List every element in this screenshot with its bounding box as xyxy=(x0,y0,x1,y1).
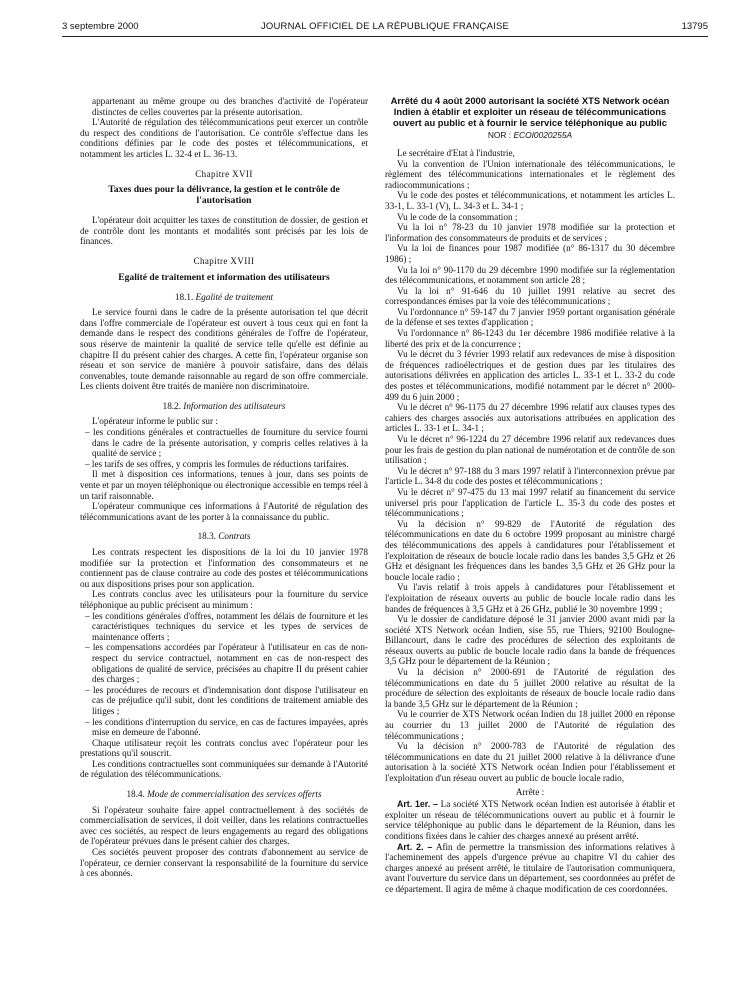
nor-label: NOR : xyxy=(487,130,512,141)
article-2 xyxy=(385,842,675,895)
paragraph: L'opérateur communique ces informations à l'Autorité de régulation des télécommunications avant de les porter à la connaissance du public. xyxy=(80,501,368,522)
paragraph: L'opérateur doit acquitter les taxes de constitution de dossier, de gestion et de contrôle dont les montants et modalités sont précisés par les lois de finances. xyxy=(80,215,368,247)
header-rule xyxy=(62,36,708,37)
paragraph: appartenant au même groupe ou des branches d'activité de l'opérateur distinctes de celles couvertes par la présente autorisation. xyxy=(92,96,368,117)
paragraph: Chaque utilisateur reçoit les contrats conclus avec l'opérateur pour les prestations qu'il souscrit. xyxy=(80,737,368,759)
visa: Vu le décret du 3 février 1993 relatif aux redevances de mise à disposition de fréquences radioélectriques et de gestion dues par les titulaires des autorisations délivrées en application des articles L. 33-1 et L. 33-2 du code des postes et télécommunications, modifié notamment par le décret n° 2000-499 du 6 juin 2000 ; xyxy=(385,349,675,402)
section-heading xyxy=(80,789,368,800)
nor-reference xyxy=(385,130,675,141)
visa: Vu l'ordonnance n° 59-147 du 7 janvier 1959 portant organisation générale de la défense et ses textes d'application ; xyxy=(385,306,675,328)
paragraph: Si l'opérateur souhaite faire appel contractuellement à des sociétés de commercialisation de services, il doit veiller, dans les relations contractuelles avec ces sociétés, au respect de leurs engagements au regard des obligations de l'opérateur prévues dans le présent cahier des charges. xyxy=(80,804,368,847)
section-number: 18.3. xyxy=(197,531,216,542)
nor-code: ECOI0020255A xyxy=(513,130,573,141)
chapter-title: Egalité de traitement et information des utilisateurs xyxy=(118,271,330,283)
visa: Vu la loi n° 90-1170 du 29 décembre 1990 modifiée sur la réglementation des télécommunications, et notamment son article 28 ; xyxy=(385,264,675,286)
chapter-title: Taxes dues pour la délivrance, la gestion et le contrôle de l'autorisation xyxy=(108,184,340,207)
paragraph: Les contrats conclus avec les utilisateurs pour la fourniture du service téléphonique au public précisent au minimum : xyxy=(80,589,368,610)
visa: Vu la loi n° 91-646 du 10 juillet 1991 relative au secret des correspondances émises par la voie des télécommunications ; xyxy=(385,285,675,307)
list-item: – les procédures de recours et d'indemnisation dont dispose l'utilisateur en cas de préjudice qu'il subit, dont les conditions de traitement amiable des litiges ; xyxy=(85,684,368,716)
section-number: 18.2. xyxy=(162,400,181,411)
visa: Vu la loi n° 78-23 du 10 janvier 1978 modifiée sur la protection et l'information des consommateurs de produits et de services ; xyxy=(385,222,675,243)
chapter-heading: Chapitre XVIII xyxy=(193,255,255,266)
visa: Vu la loi de finances pour 1987 modifiée (n° 86-1317 du 30 décembre 1986) ; xyxy=(385,243,675,264)
arrete-heading: Arrête : xyxy=(515,786,545,797)
list-item: – les compensations accordées par l'opérateur à l'utilisateur en cas de non-respect du service contractuel, notamment en cas de non-respect des obligations de qualité de service, précisées au chapitre II du présent cahier des charges ; xyxy=(85,642,368,685)
visa: Vu le dossier de candidature déposé le 31 janvier 2000 avant midi par la société XTS Network océan Indien, sise 55, rue Thiers, 92100 Boulogne-Billancourt, dans le cadre des procédures de sélection des exploitants de réseaux ouverts au public de boucle locale radio dans la bande de fréquences 3,5 GHz pour le département de la Réunion ; xyxy=(385,614,675,667)
section-heading xyxy=(80,531,368,542)
paragraph: Les conditions contractuelles sont communiquées sur demande à l'Autorité de régulation des télécommunications. xyxy=(80,758,368,780)
visa: Vu le courrier de XTS Network océan Indien du 18 juillet 2000 en réponse au courrier du 13 juillet 2000 de l'Autorité de régulation des télécommunications ; xyxy=(385,709,675,741)
chapter-heading: Chapitre XVII xyxy=(195,168,253,179)
list-item: – les tarifs de ses offres, y compris les formules de réductions tarifaires. xyxy=(85,458,349,469)
visa: Vu la décision n° 99-829 de l'Autorité de régulation des télécommunications en date du 6 octobre 1999 proposant au ministre chargé des télécommunications des appels à candidatures pour l'établissement et l'exploitation de réseaux de boucle locale radio dans les bandes 3,5 GHz et 26 GHz et désignant les fréquences dans les bandes 3,5 GHz et 26 GHz pour la boucle locale radio ; xyxy=(385,518,675,582)
paragraph: L'Autorité de régulation des télécommunications peut exercer un contrôle du respect des conditions de l'autorisation. Ce contrôle s'effectue dans les conditions définies par le code des postes et télécommunications, et notamment les articles L. 32-4 et L. 36-13. xyxy=(80,117,368,159)
section-number: 18.1. xyxy=(174,291,194,302)
right-column xyxy=(385,96,675,895)
visa: Vu le décret n° 97-475 du 13 mai 1997 relatif au financement du service universel pris pour l'application de l'article L. 35-3 du code des postes et télécommunications ; xyxy=(385,486,675,519)
left-column xyxy=(80,96,368,879)
section-heading xyxy=(80,401,368,412)
visa: Vu le décret n° 96-1175 du 27 décembre 1996 relatif aux clauses types des cahiers des charges associés aux autorisations attribuées en application des articles L. 33-1 et L. 34-1 ; xyxy=(385,402,675,434)
section-title: Contrats xyxy=(218,531,251,542)
visa: Vu le décret n° 96-1224 du 27 décembre 1996 relatif aux redevances dues pour les frais de gestion du plan national de numérotation et de contrôle de son utilisation ; xyxy=(385,434,675,466)
issue-date: 3 septembre 2000 xyxy=(62,21,139,32)
visa: Vu le code de la consommation ; xyxy=(397,211,518,222)
paragraph: Le secrétaire d'Etat à l'industrie, xyxy=(397,147,515,158)
journal-title: JOURNAL OFFICIEL DE LA RÉPUBLIQUE FRANÇAISE xyxy=(260,21,510,32)
page-header xyxy=(62,21,708,35)
paragraph: Il met à disposition ces informations, tenues à jour, dans ses points de vente et par un moyen téléphonique ou électronique accessible en temps réel à un tarif raisonnable. xyxy=(80,469,368,501)
visa: Vu la décision n° 2000-783 de l'Autorité de régulation des télécommunications en date du 21 juillet 2000 relative à la délivrance d'une autorisation à la société XTS Network océan Indien pour l'établissement et l'exploitation d'un réseau ouvert au public de boucle locale radio, xyxy=(385,741,675,784)
article-1 xyxy=(385,799,675,841)
paragraph: Ces sociétés peuvent proposer des contrats d'abonnement au service de l'opérateur, ce dernier conservant la responsabilité de la fourniture du service à ces abonnés. xyxy=(80,847,368,879)
paragraph: Le service fourni dans le cadre de la présente autorisation tel que décrit dans l'offre commerciale de l'opérateur est ouvert à tous ceux qui en font la demande dans le respect des conditions générales de l'offre de l'opérateur, sous réserve de maintenir la qualité de service telle qu'elle est définie au chapitre II du présent cahier des charges. A cette fin, l'opérateur organise son réseau et son service de manière à pouvoir satisfaire, dans des délais convenables, toute demande raisonnable au regard de son offre commerciale. Les clients doivent être traités de manière non discriminatoire. xyxy=(80,307,368,392)
list-item: – les conditions générales d'offres, notamment les délais de fourniture et les caractéristiques techniques du service et les types de services de maintenance offerts ; xyxy=(85,610,368,642)
article-label: Art. 1er. – xyxy=(397,799,438,810)
decree-title: Arrêté du 4 août 2000 autorisant la société XTS Network océan Indien à établir et exploiter un réseau de télécommunications ouvert au public et à fournir le service téléphonique au public xyxy=(390,95,670,128)
page-number: 13795 xyxy=(681,21,708,32)
article-text: Afin de permettre la transmission des informations relatives à l'acheminement des appels d'urgence prévue au chapitre VI du cahier des charges annexé au présent arrêté, le titulaire de l'autorisation communiquera, avant l'ouverture du service dans un département, ses coordonnées au préfet de ce département. Il agira de même à chaque modification de ces coordonnées. xyxy=(385,841,675,894)
paragraph: Les contrats respectent les dispositions de la loi du 10 janvier 1978 modifiée sur la protection et l'information des consommateurs et ne contiennent pas de clause contraire au code des postes et télécommunications ou aux dispositions prises pour son application. xyxy=(80,547,368,589)
section-title: Egalité de traitement xyxy=(195,291,274,302)
list-item: – les conditions d'interruption du service, en cas de factures impayées, après mise en demeure de l'abonné. xyxy=(85,716,368,738)
article-text: La société XTS Network océan Indien est autorisée à établir et exploiter un réseau de télécommunications ouvert au public et à fournir le service téléphonique au public dans le département de la Réunion, dans les conditions fixées dans le cahier des charges annexé au présent arrêté. xyxy=(385,799,675,841)
visa: Vu l'ordonnance n° 86-1243 du 1er décembre 1986 modifiée relative à la liberté des prix et de la concurrence ; xyxy=(385,328,675,349)
visa: Vu la convention de l'Union internationale des télécommunications, le règlement des télécommunications internationales et le règlement des radiocommunications ; xyxy=(385,158,675,190)
section-heading xyxy=(80,292,368,303)
article-label: Art. 2. – xyxy=(397,841,433,852)
section-number: 18.4. xyxy=(126,789,145,800)
section-title: Information des utilisateurs xyxy=(183,400,286,411)
visa: Vu la décision n° 2000-691 de l'Autorité de régulation des télécommunications en date du 5 juillet 2000 relative au résultat de la procédure de sélection des exploitants de réseaux de boucle locale radio dans la bande 3,5 GHz sur le département de la Réunion ; xyxy=(385,667,675,709)
paragraph: L'opérateur informe le public sur : xyxy=(92,416,218,427)
section-title: Mode de commercialisation des services offerts xyxy=(147,789,322,800)
visa: Vu le décret n° 97-188 du 3 mars 1997 relatif à l'interconnexion prévue par l'article L. 34-8 du code des postes et télécommunications ; xyxy=(385,465,675,487)
visa: Vu l'avis relatif à trois appels à candidatures pour l'établissement et l'exploitation de réseaux ouverts au public de boucle locale radio dans les bandes de fréquences à 3,5 GHz et à 26 GHz, publié le 30 novembre 1999 ; xyxy=(385,582,675,614)
visa: Vu le code des postes et télécommunications, et notamment les articles L. 33-1, L. 33-1 (V), L. 34-3 et L. 34-1 ; xyxy=(385,190,675,211)
list-item: – les conditions générales et contractuelles de fourniture du service fourni dans le cadre de la présente autorisation, y compris celles relatives à la qualité de service ; xyxy=(85,427,368,459)
